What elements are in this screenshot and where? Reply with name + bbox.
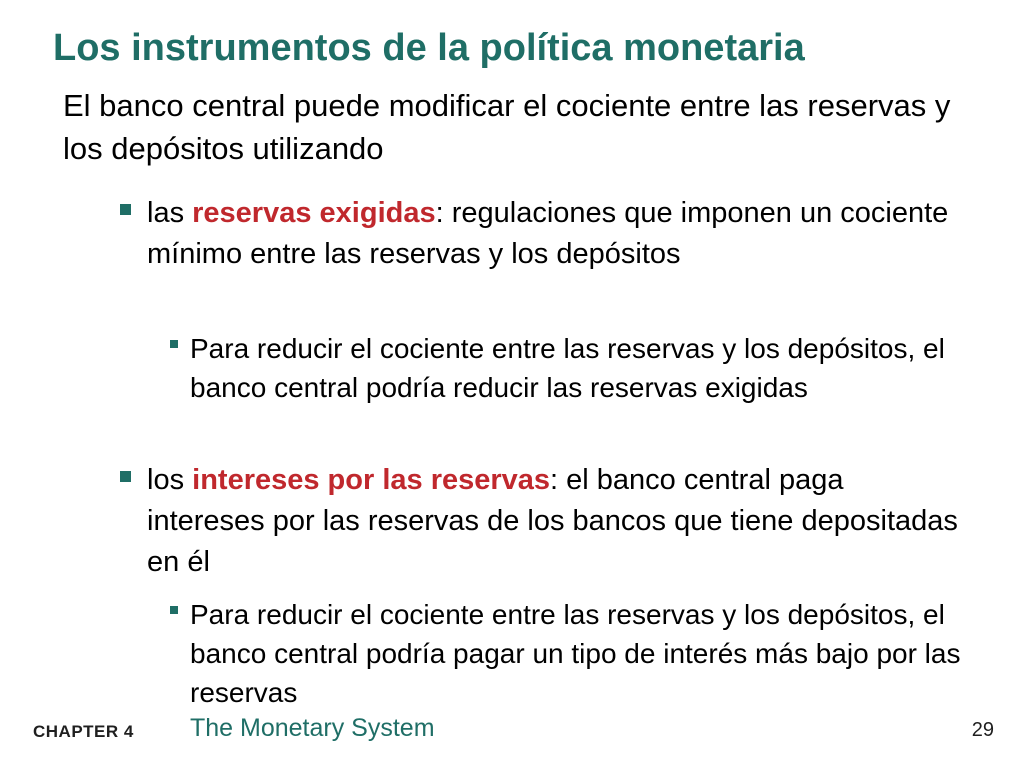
bullet-highlight: intereses por las reservas (192, 464, 551, 496)
sub-bullet-reducir-reservas: Para reducir el cociente entre las reservas y los depósitos, el banco central podría reducir las reservas exigidas (190, 333, 945, 403)
slide-title: Los instrumentos de la política monetaria (53, 27, 805, 69)
bullet-highlight: reservas exigidas (192, 197, 436, 229)
footer-chapter: CHAPTER 4 (33, 722, 134, 741)
bullet-prefix: los (147, 464, 193, 496)
sub-bullet-pagar-interes: Para reducir el cociente entre las reservas y los depósitos, el banco central podría pagar un tipo de interés más bajo por las reservas (190, 599, 961, 708)
small-square-bullet-icon (170, 606, 178, 614)
bullet-text: : el banco central paga intereses por las reservas de los bancos que tiene depositadas en él (147, 464, 958, 578)
square-bullet-icon (120, 204, 131, 215)
bullet-prefix: las (147, 197, 193, 229)
bullet-intereses-reservas (147, 460, 967, 583)
footer-chapter-name: The Monetary System (190, 714, 435, 742)
bullet-text: : regulaciones que imponen un cociente mínimo entre las reservas y los depósitos (147, 197, 949, 270)
square-bullet-icon (120, 471, 131, 482)
intro-text: El banco central puede modificar el cociente entre las reservas y los depósitos utilizando (63, 88, 951, 166)
small-square-bullet-icon (170, 340, 178, 348)
bullet-reservas-exigidas (147, 193, 967, 275)
page-number: 29 (971, 719, 994, 741)
